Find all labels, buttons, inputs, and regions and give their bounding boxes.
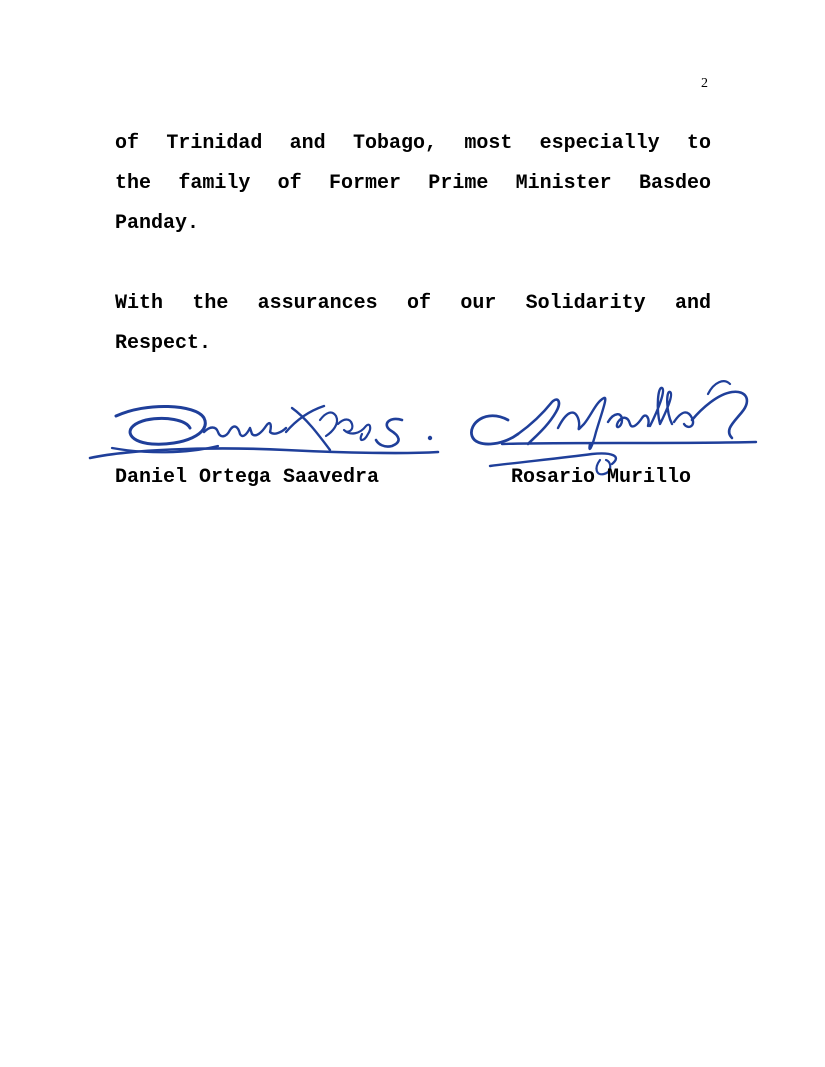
signatory-name-right: Rosario Murillo [511,466,692,489]
paragraph-line: Panday. [115,212,200,235]
closing-paragraph [115,124,711,244]
assurances-paragraph [115,284,711,364]
signature-daniel-ortega [86,396,446,468]
paragraph-line: the family of Former Prime Minister Basdeo [115,172,711,195]
signatory-name-left: Daniel Ortega Saavedra [115,466,380,489]
paragraph-line: of Trinidad and Tobago, most especially to [115,132,711,155]
paragraph-line: With the assurances of our Solidarity and [115,292,711,315]
page-number: 2 [701,76,708,91]
paragraph-line: Respect. [115,332,212,355]
